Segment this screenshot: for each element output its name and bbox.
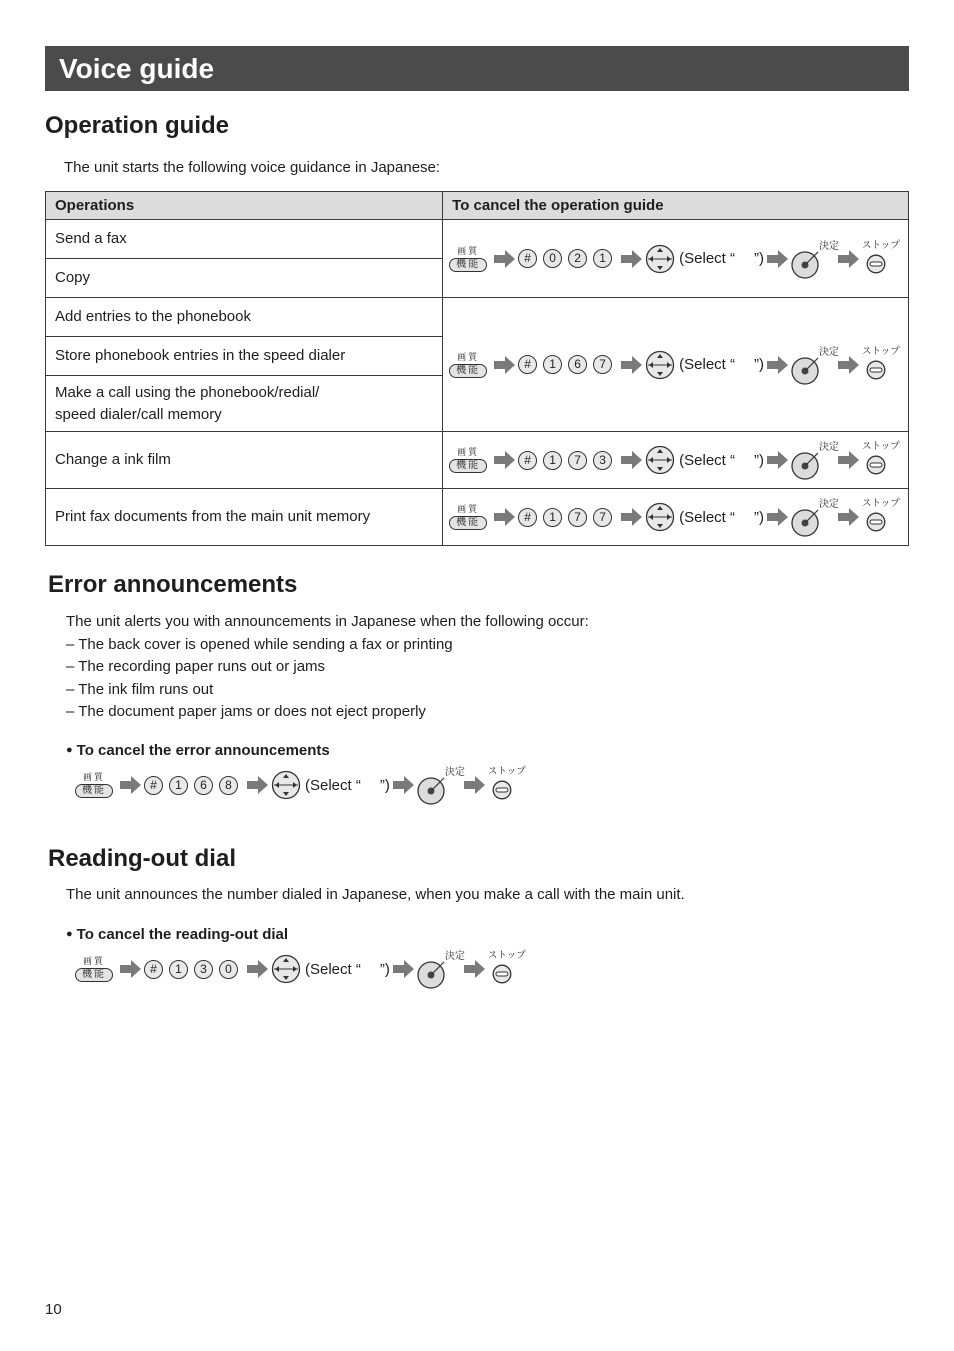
ok-key-label: 決定 bbox=[819, 442, 839, 453]
ok-key bbox=[791, 495, 839, 539]
arrow-icon bbox=[621, 508, 642, 526]
dial-key: 7 bbox=[568, 451, 587, 470]
arrow-icon bbox=[767, 356, 788, 374]
hash-key: # bbox=[144, 776, 163, 795]
arrow-icon bbox=[621, 250, 642, 268]
stop-key-icon bbox=[492, 964, 512, 984]
ok-key-icon bbox=[791, 251, 819, 279]
ok-key-label: 決定 bbox=[819, 346, 839, 358]
arrow-icon bbox=[621, 451, 642, 469]
function-key-top-label: 画質 bbox=[82, 772, 105, 782]
select-close-text: ”) bbox=[754, 451, 764, 469]
op-add-phonebook: Add entries to the phonebook bbox=[46, 298, 443, 337]
function-key-top-label: 画質 bbox=[457, 351, 480, 362]
op-copy: Copy bbox=[46, 259, 443, 298]
select-open-text: (Select “ bbox=[679, 508, 735, 526]
dial-key: 0 bbox=[219, 960, 238, 979]
arrow-icon bbox=[767, 508, 788, 526]
function-key bbox=[75, 956, 113, 982]
stop-key-icon bbox=[866, 455, 886, 475]
dial-key: 3 bbox=[194, 960, 213, 979]
arrow-icon bbox=[120, 960, 141, 978]
ok-key bbox=[417, 763, 465, 807]
function-key bbox=[449, 246, 487, 272]
op-send-fax: Send a fax bbox=[46, 220, 443, 259]
select-open-text: (Select “ bbox=[679, 250, 735, 267]
dial-key: 1 bbox=[543, 355, 562, 374]
dial-key: 1 bbox=[543, 451, 562, 470]
hash-key: # bbox=[518, 508, 537, 527]
ok-key bbox=[417, 947, 465, 991]
cancel-procedure bbox=[443, 220, 909, 298]
ok-key bbox=[791, 237, 839, 281]
hash-key: # bbox=[518, 249, 537, 268]
ok-key-label: 決定 bbox=[444, 767, 465, 778]
operation-guide-intro: The unit starts the following voice guidance in Japanese: bbox=[64, 159, 441, 176]
reading-out-text: The unit announces the number dialed in Japanese, when you make a call with the main unit. bbox=[66, 886, 685, 903]
stop-key-label: ストップ bbox=[487, 950, 526, 961]
hash-key: # bbox=[144, 960, 163, 979]
ok-key-icon bbox=[791, 357, 819, 385]
op-make-call-line1: Make a call using the phonebook/redial/ bbox=[55, 383, 320, 401]
function-key-top-label: 画質 bbox=[457, 504, 480, 514]
stop-key-icon bbox=[492, 780, 512, 800]
stop-key-icon bbox=[866, 512, 886, 532]
operation-guide-heading: Operation guide bbox=[45, 112, 230, 139]
stop-key-label: ストップ bbox=[862, 239, 900, 251]
reading-cancel-label: To cancel the reading-out dial bbox=[76, 926, 289, 943]
navigator-key-icon bbox=[645, 502, 675, 532]
reading-cancel-heading: ● To cancel the reading-out dial bbox=[66, 926, 289, 943]
arrow-icon bbox=[120, 776, 141, 794]
dial-key: 1 bbox=[169, 776, 188, 795]
dial-key: 8 bbox=[219, 776, 238, 795]
ok-key-icon bbox=[791, 509, 819, 537]
dial-key: 2 bbox=[568, 249, 587, 268]
error-cancel-heading: ● To cancel the error announcements bbox=[66, 742, 330, 759]
error-line: The unit alerts you with announcements in Japanese when the following occur: bbox=[66, 613, 589, 630]
header-operations: Operations bbox=[46, 192, 443, 220]
dial-key: 6 bbox=[568, 355, 587, 374]
function-key-label: 機能 bbox=[449, 516, 487, 530]
dial-key: 7 bbox=[593, 508, 612, 527]
function-key-label: 機能 bbox=[449, 364, 487, 378]
arrow-icon bbox=[767, 250, 788, 268]
ok-key-icon bbox=[791, 452, 819, 480]
stop-key-label: ストップ bbox=[862, 441, 900, 452]
error-line: – The back cover is opened while sending a fax or printing bbox=[66, 635, 453, 653]
navigator-key-icon bbox=[271, 770, 301, 800]
select-close-text: ”) bbox=[754, 356, 764, 373]
error-line: – The recording paper runs out or jams bbox=[66, 658, 326, 675]
op-make-call-line2: speed dialer/call memory bbox=[55, 405, 222, 423]
dial-key: 1 bbox=[543, 508, 562, 527]
arrow-icon bbox=[464, 776, 485, 794]
select-close-text: ”) bbox=[379, 776, 390, 794]
arrow-icon bbox=[494, 451, 515, 469]
arrow-icon bbox=[621, 356, 642, 374]
navigator-key-icon bbox=[645, 350, 675, 380]
error-text-block bbox=[66, 611, 589, 724]
ok-key-icon bbox=[417, 777, 445, 805]
navigator-key-icon bbox=[645, 244, 675, 274]
ok-key bbox=[791, 438, 839, 482]
function-key-label: 機能 bbox=[75, 784, 113, 798]
arrow-icon bbox=[494, 250, 515, 268]
ok-key-label: 決定 bbox=[819, 499, 839, 510]
operation-guide-table bbox=[45, 191, 909, 546]
dial-key: 7 bbox=[568, 508, 587, 527]
arrow-icon bbox=[838, 356, 859, 374]
arrow-icon bbox=[247, 776, 268, 794]
stop-key-icon bbox=[866, 360, 886, 380]
error-cancel-label: To cancel the error announcements bbox=[76, 742, 330, 759]
header-cancel: To cancel the operation guide bbox=[443, 192, 909, 220]
function-key-top-label: 画質 bbox=[82, 956, 105, 966]
function-key-label: 機能 bbox=[75, 968, 113, 982]
reading-out-dial-heading: Reading-out dial bbox=[48, 845, 236, 872]
arrow-icon bbox=[838, 508, 859, 526]
select-close-text: ”) bbox=[379, 960, 390, 978]
navigator-key-icon bbox=[271, 954, 301, 984]
op-make-call bbox=[46, 376, 443, 432]
arrow-icon bbox=[464, 960, 485, 978]
select-close-text: ”) bbox=[754, 508, 764, 526]
ok-key-icon bbox=[417, 961, 445, 989]
stop-key-label: ストップ bbox=[862, 498, 900, 509]
navigator-key-icon bbox=[645, 445, 675, 475]
arrow-icon bbox=[393, 960, 414, 978]
select-close-text: ”) bbox=[754, 250, 764, 267]
function-key bbox=[449, 504, 487, 530]
hash-key: # bbox=[518, 355, 537, 374]
stop-key-icon bbox=[866, 254, 886, 274]
ok-key bbox=[791, 343, 839, 387]
dial-key: 1 bbox=[593, 249, 612, 268]
stop-key bbox=[862, 343, 902, 387]
ok-key-label: 決定 bbox=[819, 240, 839, 252]
ok-key-label: 決定 bbox=[444, 951, 465, 962]
stop-key-label: ストップ bbox=[487, 766, 526, 777]
error-line: – The ink film runs out bbox=[66, 680, 214, 698]
stop-key bbox=[862, 237, 902, 281]
cancel-procedure bbox=[443, 432, 909, 489]
arrow-icon bbox=[247, 960, 268, 978]
dial-key: 3 bbox=[593, 451, 612, 470]
arrow-icon bbox=[494, 508, 515, 526]
dial-key: 1 bbox=[169, 960, 188, 979]
stop-key-label: ストップ bbox=[862, 345, 900, 357]
dial-key: 6 bbox=[194, 776, 213, 795]
op-print-memory: Print fax documents from the main unit memory bbox=[46, 489, 443, 546]
stop-key bbox=[488, 947, 528, 991]
error-announcements-heading: Error announcements bbox=[48, 571, 298, 598]
stop-key bbox=[862, 495, 902, 539]
dial-key: 7 bbox=[593, 355, 612, 374]
page-banner: Voice guide bbox=[45, 46, 909, 91]
error-cancel-procedure bbox=[75, 763, 528, 807]
reading-cancel-procedure bbox=[75, 947, 528, 991]
stop-key bbox=[488, 763, 528, 807]
function-key bbox=[449, 352, 487, 378]
select-open-text: (Select “ bbox=[305, 776, 361, 794]
stop-key bbox=[862, 438, 902, 482]
function-key-top-label: 画質 bbox=[457, 447, 480, 457]
cancel-procedure bbox=[443, 298, 909, 432]
function-key bbox=[449, 447, 487, 473]
function-key-label: 機能 bbox=[449, 258, 487, 272]
select-open-text: (Select “ bbox=[305, 960, 361, 978]
function-key-label: 機能 bbox=[449, 459, 487, 473]
arrow-icon bbox=[393, 776, 414, 794]
function-key bbox=[75, 772, 113, 798]
arrow-icon bbox=[838, 250, 859, 268]
dial-key: 0 bbox=[543, 249, 562, 268]
error-line: – The document paper jams or does not eject properly bbox=[66, 703, 426, 720]
arrow-icon bbox=[494, 356, 515, 374]
op-change-ink-film: Change a ink film bbox=[46, 432, 443, 489]
function-key-top-label: 画質 bbox=[457, 245, 480, 256]
page-number: 10 bbox=[45, 1301, 62, 1318]
select-open-text: (Select “ bbox=[679, 356, 735, 373]
arrow-icon bbox=[838, 451, 859, 469]
op-store-speed-dialer: Store phonebook entries in the speed dialer bbox=[46, 337, 443, 376]
select-open-text: (Select “ bbox=[679, 451, 735, 469]
hash-key: # bbox=[518, 451, 537, 470]
arrow-icon bbox=[767, 451, 788, 469]
cancel-procedure bbox=[443, 489, 909, 546]
